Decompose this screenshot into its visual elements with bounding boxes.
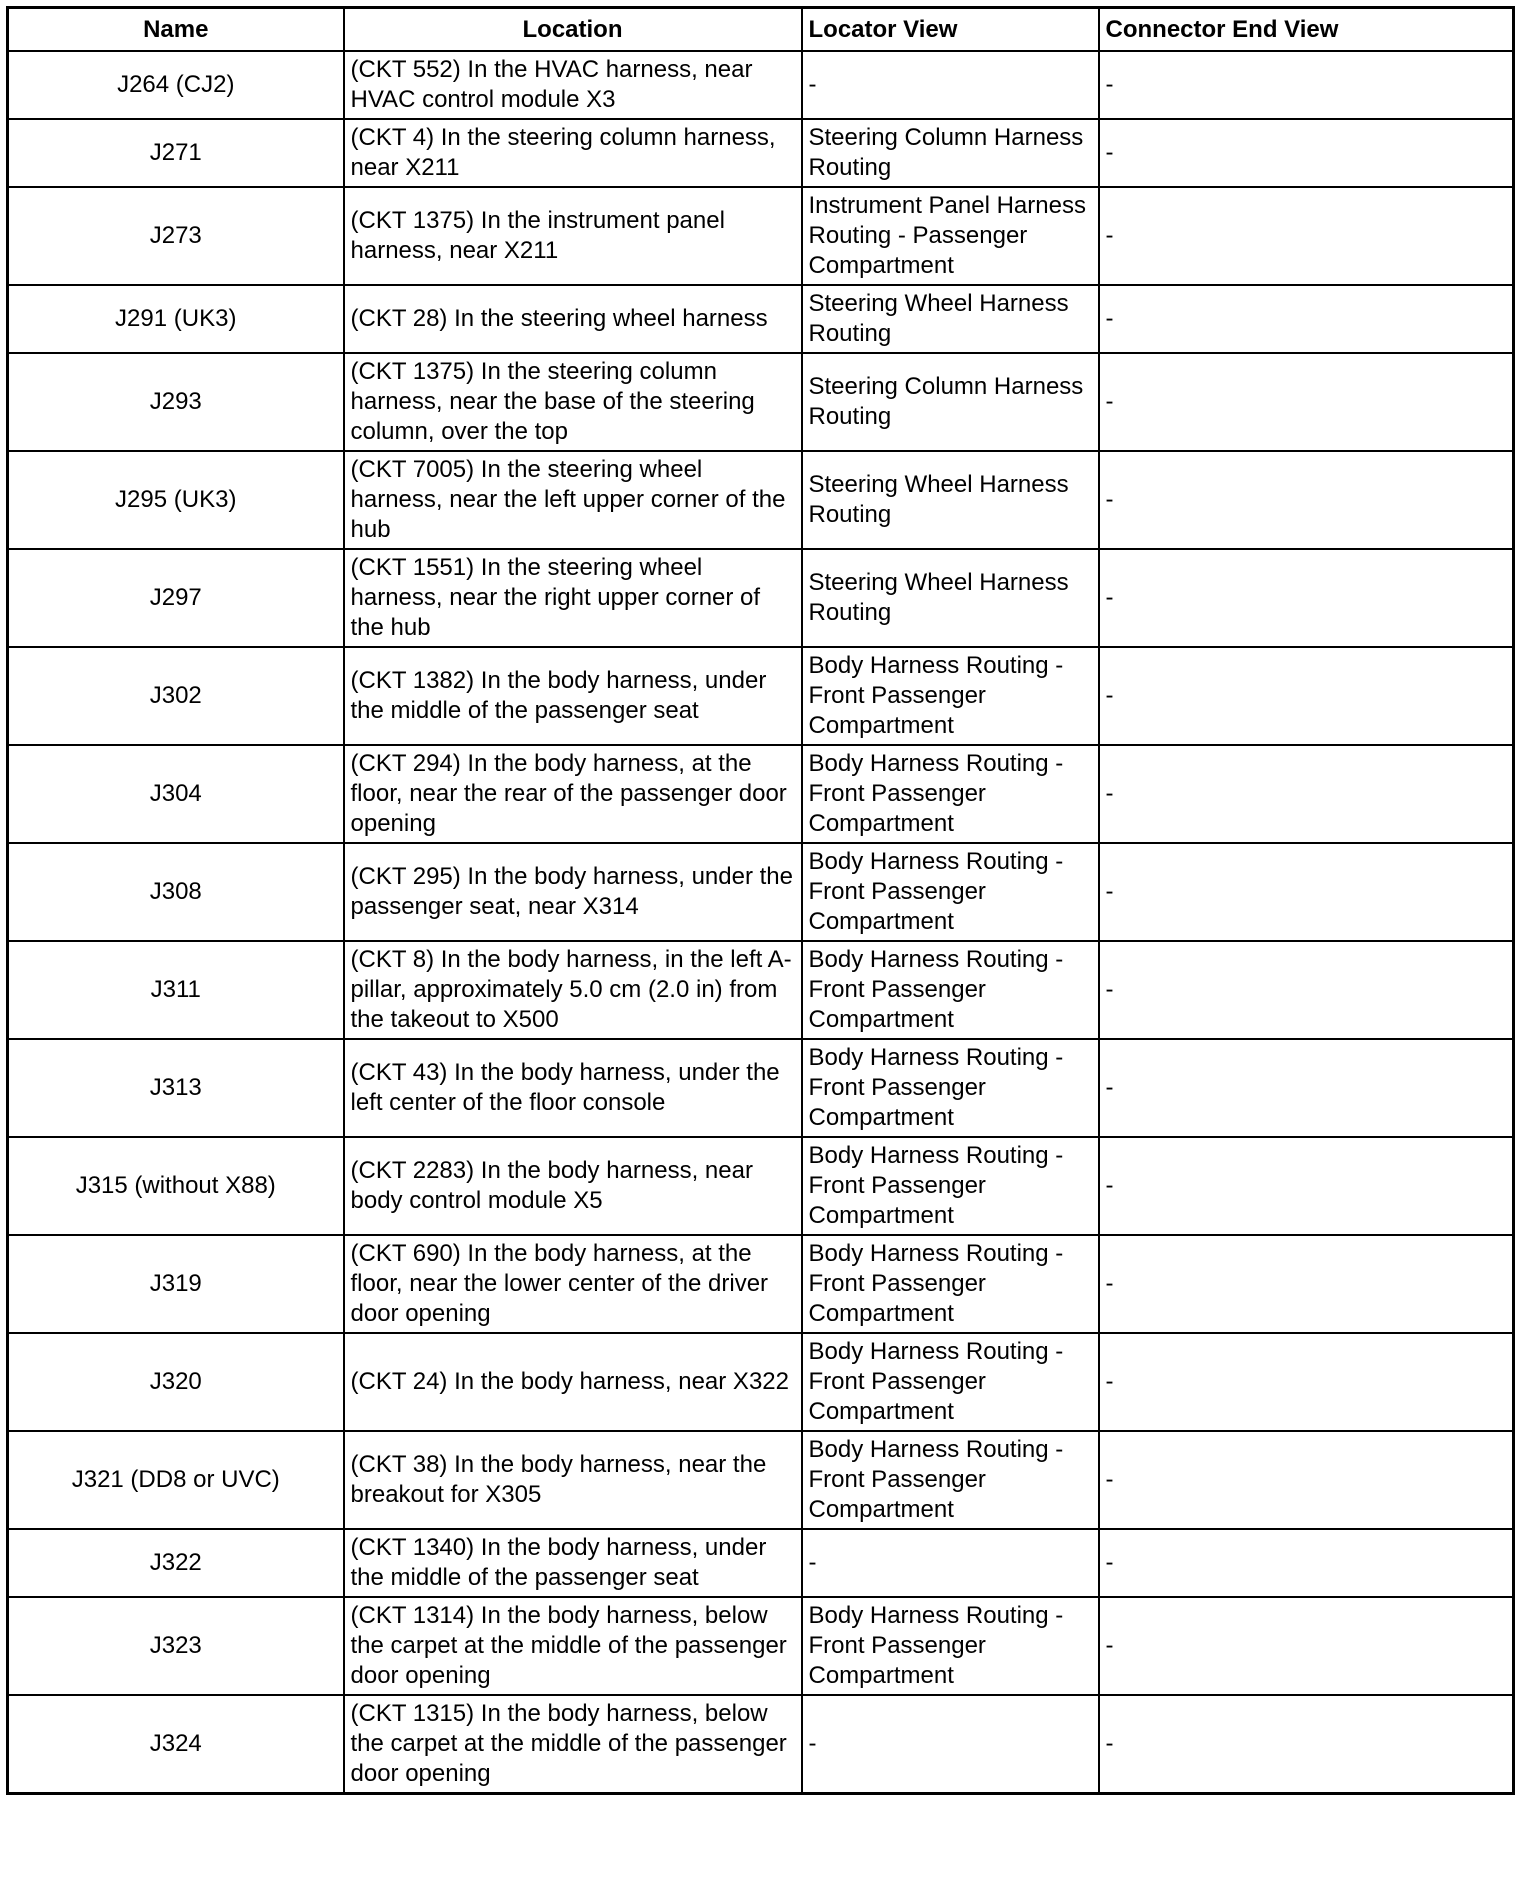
table-row: [8, 1137, 1514, 1235]
table-body: [8, 51, 1514, 1794]
cell-location: (CKT 38) In the body harness, near the breakout for X305: [344, 1431, 802, 1529]
cell-name: J322: [8, 1529, 344, 1597]
cell-locator-view: -: [802, 1695, 1099, 1794]
splice-location-table: [6, 6, 1515, 1795]
cell-name: J323: [8, 1597, 344, 1695]
cell-name: J315 (without X88): [8, 1137, 344, 1235]
cell-locator-view: Instrument Panel Harness Routing - Passenger Compartment: [802, 187, 1099, 285]
cell-name: J295 (UK3): [8, 451, 344, 549]
cell-connector-end-view: -: [1099, 285, 1514, 353]
cell-locator-view: Steering Column Harness Routing: [802, 119, 1099, 187]
cell-location: (CKT 2283) In the body harness, near body control module X5: [344, 1137, 802, 1235]
cell-connector-end-view: -: [1099, 1529, 1514, 1597]
table-row: [8, 119, 1514, 187]
cell-location: (CKT 1315) In the body harness, below the carpet at the middle of the passenger door opening: [344, 1695, 802, 1794]
cell-name: J271: [8, 119, 344, 187]
cell-connector-end-view: -: [1099, 745, 1514, 843]
table-row: [8, 187, 1514, 285]
table-row: [8, 353, 1514, 451]
cell-name: J321 (DD8 or UVC): [8, 1431, 344, 1529]
cell-location: (CKT 294) In the body harness, at the floor, near the rear of the passenger door opening: [344, 745, 802, 843]
table-row: [8, 1333, 1514, 1431]
cell-connector-end-view: -: [1099, 51, 1514, 119]
cell-name: J264 (CJ2): [8, 51, 344, 119]
cell-connector-end-view: -: [1099, 1431, 1514, 1529]
header-location: Location: [344, 8, 802, 52]
table-row: [8, 1695, 1514, 1794]
table-row: [8, 549, 1514, 647]
cell-locator-view: Body Harness Routing - Front Passenger Compartment: [802, 941, 1099, 1039]
cell-connector-end-view: -: [1099, 1695, 1514, 1794]
cell-name: J293: [8, 353, 344, 451]
cell-location: (CKT 1375) In the steering column harness, near the base of the steering column, over the top: [344, 353, 802, 451]
cell-connector-end-view: -: [1099, 1235, 1514, 1333]
cell-connector-end-view: -: [1099, 1333, 1514, 1431]
cell-name: J273: [8, 187, 344, 285]
cell-location: (CKT 24) In the body harness, near X322: [344, 1333, 802, 1431]
cell-locator-view: -: [802, 51, 1099, 119]
cell-locator-view: Body Harness Routing - Front Passenger Compartment: [802, 1431, 1099, 1529]
cell-locator-view: -: [802, 1529, 1099, 1597]
cell-name: J324: [8, 1695, 344, 1794]
cell-name: J291 (UK3): [8, 285, 344, 353]
cell-location: (CKT 4) In the steering column harness, near X211: [344, 119, 802, 187]
cell-connector-end-view: -: [1099, 647, 1514, 745]
table-row: [8, 843, 1514, 941]
cell-locator-view: Body Harness Routing - Front Passenger Compartment: [802, 1333, 1099, 1431]
cell-connector-end-view: -: [1099, 1039, 1514, 1137]
table-row: [8, 941, 1514, 1039]
cell-locator-view: Steering Wheel Harness Routing: [802, 549, 1099, 647]
cell-name: J297: [8, 549, 344, 647]
header-name: Name: [8, 8, 344, 52]
header-locator-view: Locator View: [802, 8, 1099, 52]
cell-connector-end-view: -: [1099, 353, 1514, 451]
cell-locator-view: Body Harness Routing - Front Passenger Compartment: [802, 1597, 1099, 1695]
cell-locator-view: Steering Wheel Harness Routing: [802, 285, 1099, 353]
table-row: [8, 451, 1514, 549]
table-row: [8, 1529, 1514, 1597]
cell-locator-view: Body Harness Routing - Front Passenger Compartment: [802, 1235, 1099, 1333]
cell-location: (CKT 7005) In the steering wheel harness, near the left upper corner of the hub: [344, 451, 802, 549]
cell-name: J313: [8, 1039, 344, 1137]
table-row: [8, 1431, 1514, 1529]
cell-location: (CKT 552) In the HVAC harness, near HVAC control module X3: [344, 51, 802, 119]
cell-connector-end-view: -: [1099, 119, 1514, 187]
cell-connector-end-view: -: [1099, 1137, 1514, 1235]
header-connector-end-view: Connector End View: [1099, 8, 1514, 52]
cell-name: J302: [8, 647, 344, 745]
cell-location: (CKT 690) In the body harness, at the floor, near the lower center of the driver door opening: [344, 1235, 802, 1333]
table-row: [8, 51, 1514, 119]
cell-locator-view: Body Harness Routing - Front Passenger Compartment: [802, 745, 1099, 843]
cell-connector-end-view: -: [1099, 549, 1514, 647]
cell-name: J319: [8, 1235, 344, 1333]
table-row: [8, 285, 1514, 353]
cell-location: (CKT 1551) In the steering wheel harness, near the right upper corner of the hub: [344, 549, 802, 647]
cell-locator-view: Steering Wheel Harness Routing: [802, 451, 1099, 549]
cell-location: (CKT 1340) In the body harness, under the middle of the passenger seat: [344, 1529, 802, 1597]
cell-name: J308: [8, 843, 344, 941]
cell-location: (CKT 1314) In the body harness, below the carpet at the middle of the passenger door opening: [344, 1597, 802, 1695]
cell-connector-end-view: -: [1099, 187, 1514, 285]
cell-location: (CKT 1375) In the instrument panel harness, near X211: [344, 187, 802, 285]
cell-location: (CKT 1382) In the body harness, under the middle of the passenger seat: [344, 647, 802, 745]
cell-locator-view: Steering Column Harness Routing: [802, 353, 1099, 451]
cell-connector-end-view: -: [1099, 941, 1514, 1039]
table-row: [8, 1597, 1514, 1695]
cell-name: J311: [8, 941, 344, 1039]
cell-locator-view: Body Harness Routing - Front Passenger Compartment: [802, 647, 1099, 745]
table-row: [8, 745, 1514, 843]
cell-location: (CKT 28) In the steering wheel harness: [344, 285, 802, 353]
cell-connector-end-view: -: [1099, 1597, 1514, 1695]
table-row: [8, 1235, 1514, 1333]
table-row: [8, 1039, 1514, 1137]
cell-name: J304: [8, 745, 344, 843]
cell-locator-view: Body Harness Routing - Front Passenger Compartment: [802, 843, 1099, 941]
cell-locator-view: Body Harness Routing - Front Passenger Compartment: [802, 1039, 1099, 1137]
table-header-row: [8, 8, 1514, 52]
cell-connector-end-view: -: [1099, 843, 1514, 941]
cell-location: (CKT 8) In the body harness, in the left A-pillar, approximately 5.0 cm (2.0 in) from the takeout to X500: [344, 941, 802, 1039]
cell-locator-view: Body Harness Routing - Front Passenger Compartment: [802, 1137, 1099, 1235]
cell-name: J320: [8, 1333, 344, 1431]
cell-connector-end-view: -: [1099, 451, 1514, 549]
table-row: [8, 647, 1514, 745]
cell-location: (CKT 295) In the body harness, under the passenger seat, near X314: [344, 843, 802, 941]
cell-location: (CKT 43) In the body harness, under the left center of the floor console: [344, 1039, 802, 1137]
